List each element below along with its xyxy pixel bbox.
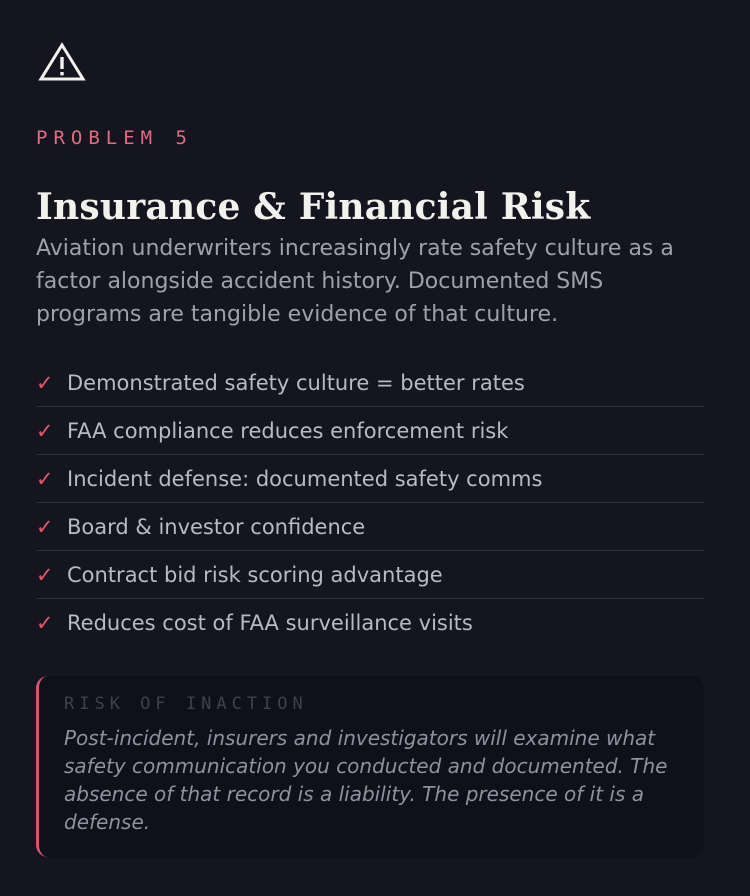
benefit-item <box>36 407 704 455</box>
benefit-text: Demonstrated safety culture = better rates <box>67 370 525 395</box>
problem-number: PROBLEM 5 <box>36 127 193 149</box>
benefit-text: Reduces cost of FAA surveillance visits <box>67 610 473 635</box>
benefit-text: Contract bid risk scoring advantage <box>67 562 443 587</box>
check-icon: ✓ <box>36 418 54 443</box>
benefit-list <box>36 359 704 646</box>
risk-callout <box>36 676 704 857</box>
warning-triangle-icon <box>38 42 86 82</box>
check-icon: ✓ <box>36 466 54 491</box>
check-icon: ✓ <box>36 562 54 587</box>
benefit-item <box>36 551 704 599</box>
check-icon: ✓ <box>36 610 54 635</box>
benefit-text: Board & investor confidence <box>67 514 366 539</box>
risk-label: RISK OF INACTION <box>64 694 308 714</box>
check-icon: ✓ <box>36 514 54 539</box>
check-icon: ✓ <box>36 370 54 395</box>
benefit-item <box>36 599 704 646</box>
benefit-text: FAA compliance reduces enforcement risk <box>67 418 509 443</box>
benefit-item <box>36 455 704 503</box>
intro-paragraph: Aviation underwriters increasingly rate safety culture as a factor alongside accident history. Documented SMS programs are tangible evidence of that culture. <box>36 236 674 327</box>
benefit-item <box>36 503 704 551</box>
page-title: Insurance & Financial Risk <box>36 186 591 229</box>
risk-text: Post-incident, insurers and investigators will examine what safety communication you conducted and documented. The absence of that record is a liability. The presence of it is a defense. <box>64 726 668 834</box>
benefit-item <box>36 359 704 407</box>
benefit-text: Incident defense: documented safety comms <box>67 466 543 491</box>
